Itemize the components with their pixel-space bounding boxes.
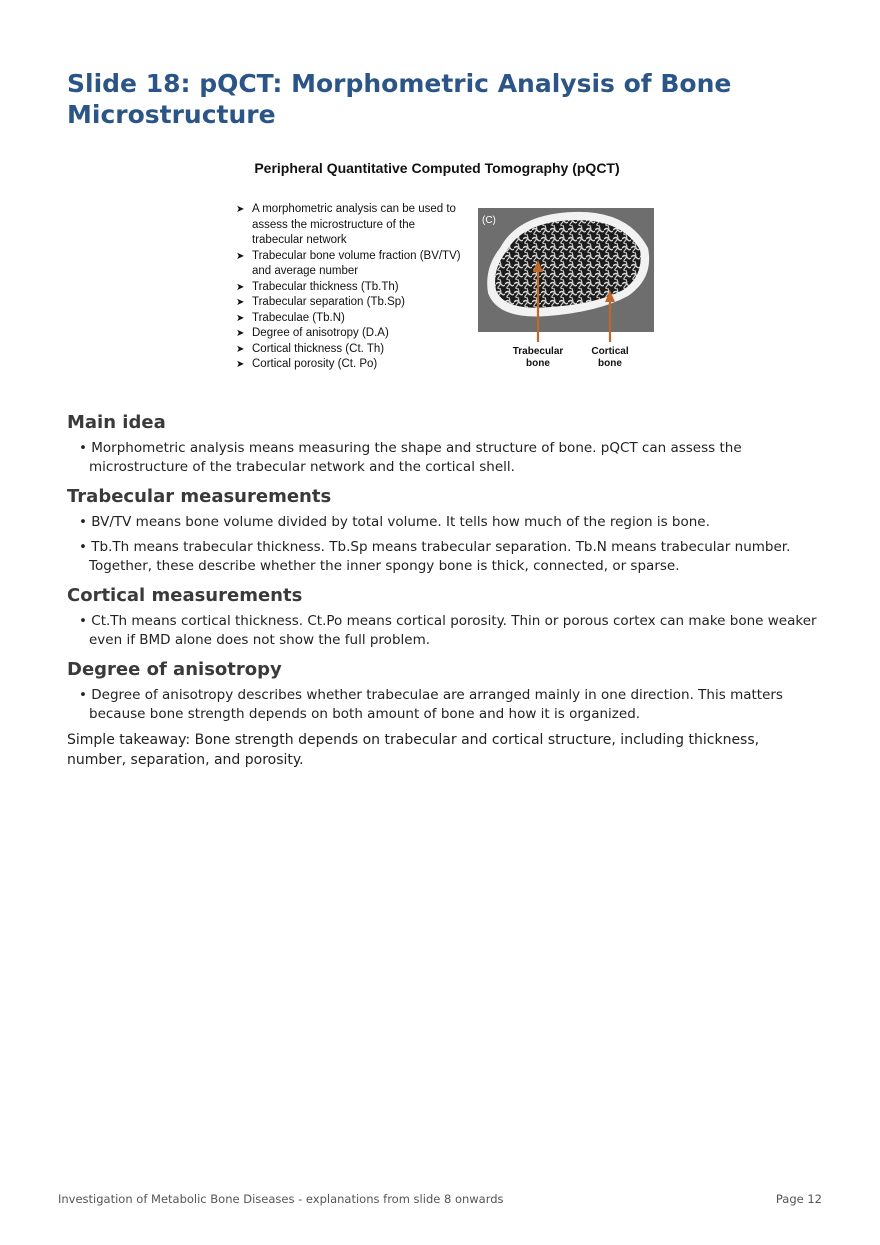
slide-image-bullet: ➤ A morphometric analysis can be used to assess the microstructure of the trabecular network xyxy=(236,203,456,246)
bullet-item: • BV/TV means bone volume divided by total volume. It tells how much of the region is bone. xyxy=(79,514,710,530)
bullet-item: • Degree of anisotropy describes whether trabeculae are arranged mainly in one direction. This matters because bone strength depends on both amount of bone and how it is organized. xyxy=(79,687,783,722)
slide-image-bullet: ➤ Trabecular bone volume fraction (BV/TV) and average number xyxy=(236,249,461,277)
arrow-bullet-icon: ➤ xyxy=(236,204,245,215)
slide-image-bullet: ➤ Trabecular separation (Tb.Sp) xyxy=(236,295,461,311)
slide-image-bullet: ➤ Trabeculae (Tb.N) xyxy=(236,311,461,327)
section-heading-main-idea: Main idea xyxy=(67,412,166,433)
slide-image-bullet: ➤ Cortical porosity (Ct. Po) xyxy=(236,357,461,373)
cortical-arrowhead-icon xyxy=(605,290,615,302)
section-heading-cortical: Cortical measurements xyxy=(67,585,303,606)
slide-image xyxy=(230,150,664,390)
page-title: Slide 18: pQCT: Morphometric Analysis of Bone Microstructure xyxy=(67,69,732,129)
arrow-bullet-icon: ➤ xyxy=(236,297,245,308)
footer-document-title: Investigation of Metabolic Bone Diseases - explanations from slide 8 onwards xyxy=(58,1192,504,1206)
simple-takeaway: Simple takeaway: Bone strength depends on trabecular and cortical structure, including thickness, number, separation, and porosity. xyxy=(67,732,760,768)
arrow-bullet-icon: ➤ xyxy=(236,328,245,339)
panel-label: (C) xyxy=(482,215,496,226)
cortical-bone-label: Cortical bone xyxy=(591,346,629,369)
arrow-bullet-icon: ➤ xyxy=(236,343,245,355)
trabecular-arrowhead-icon xyxy=(533,260,543,272)
bullet-item: • Ct.Th means cortical thickness. Ct.Po means cortical porosity. Thin or porous cortex can make bone weaker even if BMD alone does not show the full problem. xyxy=(79,613,817,648)
footer-page-number: Page 12 xyxy=(775,1192,822,1206)
slide-image-bullet: ➤ Degree of anisotropy (D.A) xyxy=(236,326,461,342)
bullet-item: • Morphometric analysis means measuring the shape and structure of bone. pQCT can assess the microstructure of the trabecular network and the cortical shell. xyxy=(79,440,742,475)
section-heading-anisotropy: Degree of anisotropy xyxy=(67,659,282,680)
arrow-bullet-icon: ➤ xyxy=(236,250,245,262)
arrow-bullet-icon: ➤ xyxy=(236,312,245,324)
slide-image-bullet: ➤ Cortical thickness (Ct. Th) xyxy=(236,342,461,358)
slide-image-bullet: ➤ Trabecular thickness (Tb.Th) xyxy=(236,280,461,296)
arrow-bullet-icon: ➤ xyxy=(236,359,245,370)
trabecular-bone-label: Trabecular bone xyxy=(512,346,564,369)
section-heading-trabecular: Trabecular measurements xyxy=(67,486,332,507)
slide-image-heading: Peripheral Quantitative Computed Tomography (pQCT) xyxy=(254,160,620,176)
bullet-item: • Tb.Th means trabecular thickness. Tb.Sp means trabecular separation. Tb.N means trabecular number. Together, these describe whether the inner spongy bone is thick, connected, or sparse. xyxy=(79,539,791,574)
arrow-bullet-icon: ➤ xyxy=(236,281,245,293)
